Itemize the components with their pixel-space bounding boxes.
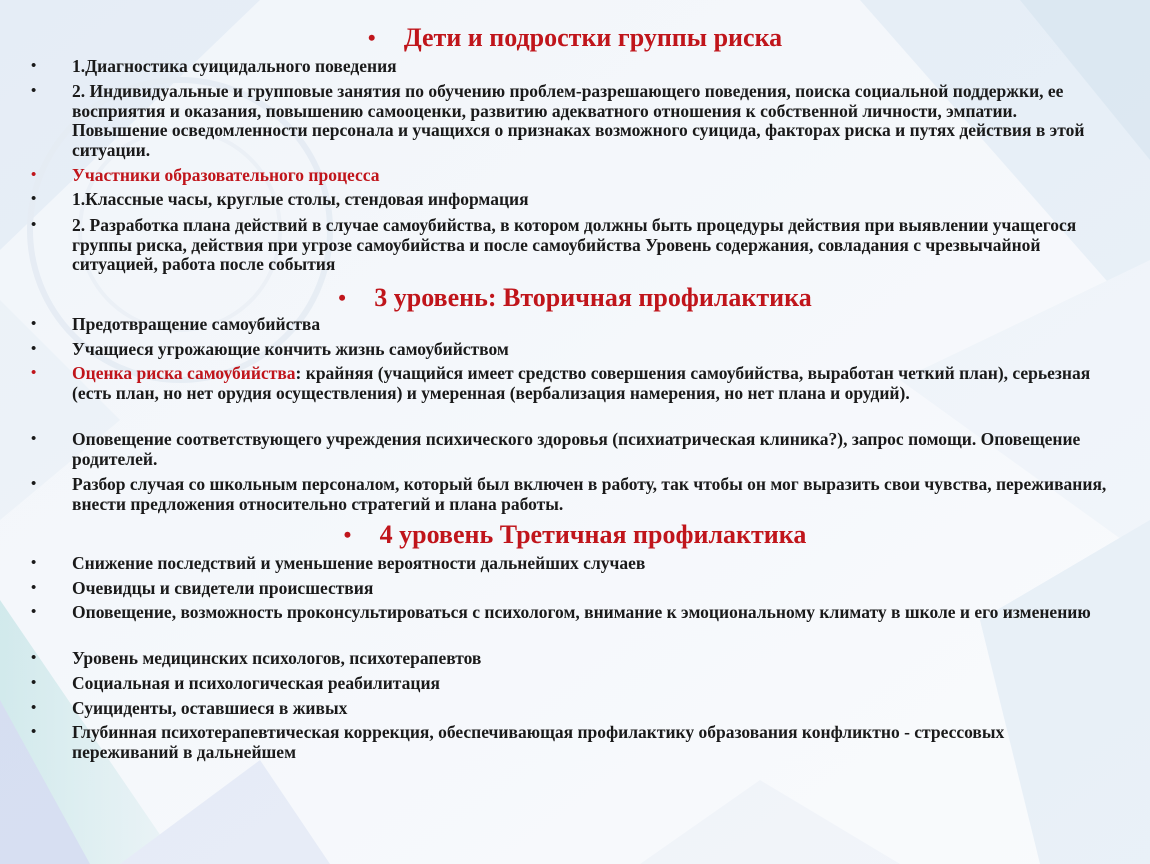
item-text: Очевидцы и свидетели происшествия — [72, 578, 374, 598]
item-text: Участники образовательного процесса — [72, 165, 380, 185]
bullet: • — [338, 285, 346, 310]
bullet: • — [31, 476, 37, 492]
bullet: • — [31, 724, 37, 740]
bullet: • — [31, 555, 37, 571]
item-text: 1.Классные часы, круглые столы, стендовая информация — [72, 189, 529, 209]
heading-text: Дети и подростки группы риска — [403, 23, 783, 52]
bullet: • — [31, 365, 37, 381]
item-text: Социальная и психологическая реабилитация — [72, 673, 441, 693]
bullet: • — [31, 341, 37, 357]
bullet: • — [31, 217, 37, 233]
bullet: • — [31, 316, 37, 332]
bullet: • — [31, 700, 37, 716]
item-text: Суициденты, оставшиеся в живых — [72, 698, 348, 718]
bullet: • — [31, 580, 37, 596]
item-text: Предотвращение самоубийства — [72, 314, 321, 334]
item-text: Глубинная психотерапевтическая коррекция, обеспечивающая профилактику образования конфликтно - стрессовых переживаний в дальнейшем — [72, 722, 1005, 762]
bullet: • — [31, 604, 37, 620]
bullet: • — [31, 83, 37, 99]
section-heading-tertiary — [0, 521, 1150, 549]
bullet: • — [343, 522, 352, 547]
bullet: • — [31, 675, 37, 691]
item-text: Оповещение, возможность проконсультироваться с психологом, внимание к эмоциональному климату в школе и его изменению — [72, 602, 1091, 622]
section-heading-secondary — [0, 284, 1150, 312]
heading-text: 3 уровень: Вторичная профилактика — [374, 283, 812, 312]
bullet: • — [31, 191, 37, 207]
item-text: Уровень медицинских психологов, психотерапевтов — [72, 648, 482, 668]
risk-text: : крайняя (учащийся имеет средство совершения самоубийства, выработан четкий план), серьезная (есть план, но нет орудия осуществления) и умеренная (вербализация намерения, но нет плана и орудий). — [72, 363, 1091, 403]
bullet: • — [31, 58, 37, 74]
bullet: • — [31, 167, 37, 183]
bullet: • — [31, 431, 37, 447]
item-text — [72, 364, 1110, 403]
item-text: Снижение последствий и уменьшение вероятности дальнейших случаев — [72, 553, 646, 573]
heading-text: 4 уровень Третичная профилактика — [379, 520, 807, 549]
item-text: Разбор случая со школьным персоналом, который был включен в работу, так чтобы он мог выразить свои чувства, переживания, внести предложения относительно стратегий и плана работы. — [72, 474, 1107, 514]
bullet: • — [367, 25, 376, 50]
item-text: 2. Индивидуальные и групповые занятия по обучению проблем-разрешающего поведения, поиска социальной поддержки, ее восприятия и оказания, повышению самооценки, развитию адекватного отношения к собственной личности, эмпатии. Повышение осведомленности персонала и учащихся о признаках возможного суицида, факторах риска и путях действия в этой ситуации. — [72, 81, 1085, 160]
section-heading-risk-group — [0, 24, 1150, 52]
bullet: • — [31, 650, 37, 666]
item-text: Оповещение соответствующего учреждения психического здоровья (психиатрическая клиника?), запрос помощи. Оповещение родителей. — [72, 429, 1081, 469]
risk-label: Оценка риска самоубийства — [72, 363, 296, 383]
item-text: Учащиеся угрожающие кончить жизнь самоубийством — [72, 339, 509, 359]
item-text: 2. Разработка плана действий в случае самоубийства, в котором должны быть процедуры действия при выявлении учащегося группы риска, действия при угрозе самоубийства и после самоубийства Уровень содержания, совладания с чрезвычайной ситуацией, работа после события — [72, 215, 1077, 274]
item-text: 1.Диагностика суицидального поведения — [72, 56, 397, 76]
